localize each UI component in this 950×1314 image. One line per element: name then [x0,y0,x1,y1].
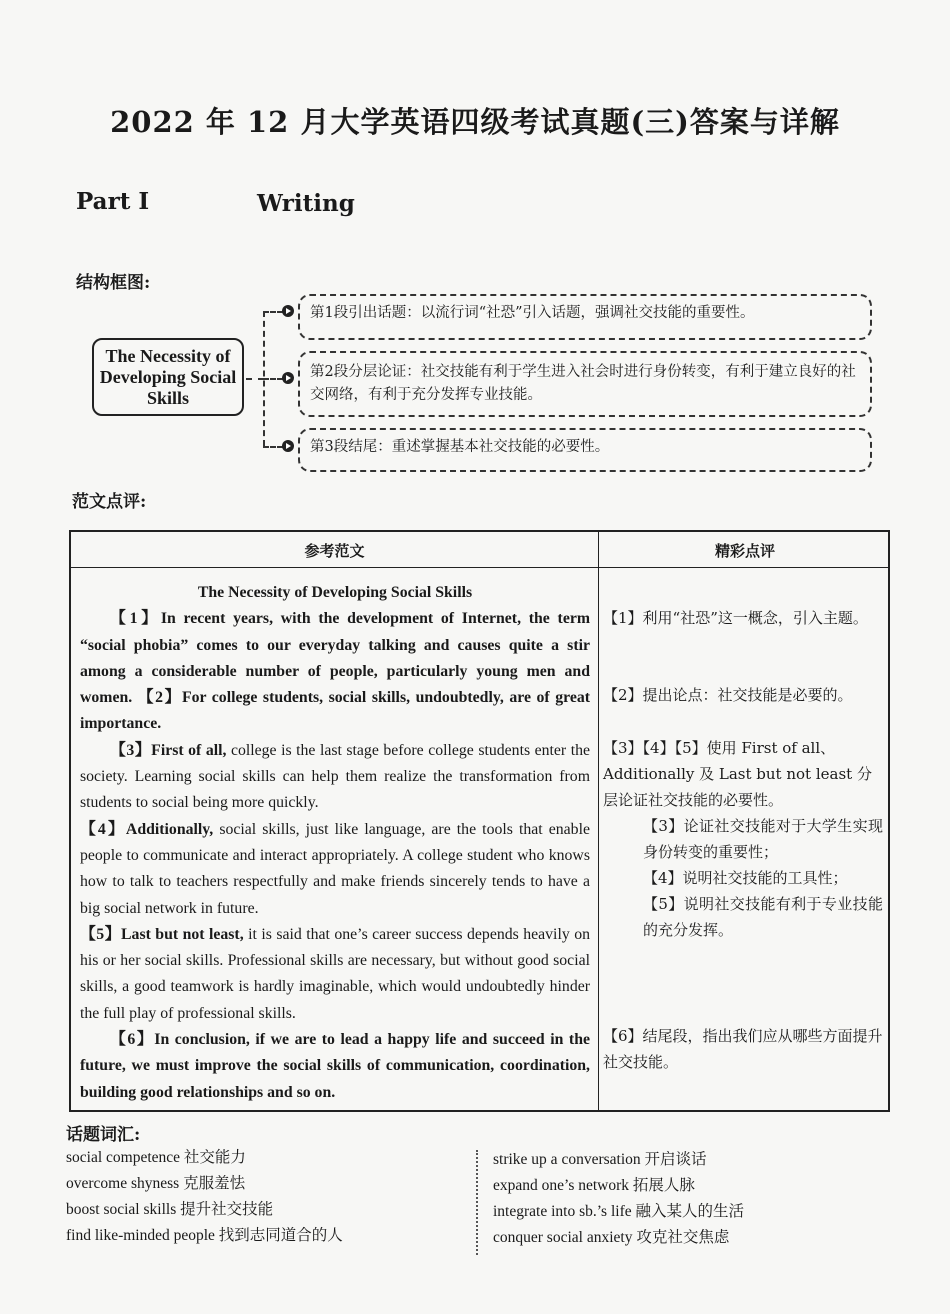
essay-paragraph-3: 【6】In conclusion, if we are to lead a happy life and succeed in the future, we must improve the social skills of communication, coordination, building good relationships and so on. [80,1031,590,1101]
essay-title: The Necessity of Developing Social Skills [197,584,473,601]
vocab-item: strike up a conversation 开启谈话 [493,1151,707,1168]
connector-line [263,378,283,380]
table-divider [598,532,599,1110]
vocab-item: find like-minded people 找到志同道合的人 [66,1227,343,1244]
essay-section-heading: 范文点评: [72,492,147,512]
vocab-item: expand one’s network 拓展人脉 [493,1177,695,1194]
essay-marker-3: 【3】First of all, [110,741,227,759]
vocab-item: social competence 社交能力 [66,1149,246,1166]
column-header-essay: 参考范文 [304,542,365,560]
essay-sentence-4: social skills, just like language, are the tools that enable people to communicate and interact appropriately. A college student who knows how to talk to teachers respectfully and make friends sincerely tends to have a big social network in future. [80,820,590,917]
arrow-icon [282,372,294,384]
vocab-list-left [66,1145,343,1249]
vocab-item: boost social skills 提升社交技能 [66,1201,274,1218]
essay-sentence-5: it is said that one’s career success depends heavily on his or her social skills. Professional skills are necessary, but without good social skills, a good teamwork is hardly imaginable, which would undoubtedly hinder the full play of professional skills. [80,925,590,1022]
essay-sentence-2: 【2】For college students, social skills, undoubtedly, are of great importance. [80,689,590,733]
branch-paragraph-2: 第2段分层论证：社交技能有利于学生进入社会时进行身份转变，有利于建立良好的社交网络，有利于充分发挥专业技能。 [298,351,872,417]
arrow-icon [282,305,294,317]
connector-line [246,378,264,380]
essay-marker-4: 【4】Additionally, [80,820,214,838]
comment-3c: 【5】说明社交技能有利于专业技能的充分发挥。 [643,895,883,939]
essay-sentence-3: college is the last stage before college students enter the society. Learning social skills can help them realize the transformation from students to social being more quickly. [80,741,590,812]
vocab-list-right [493,1147,744,1251]
branch-paragraph-3: 第3段结尾：重述掌握基本社交技能的必要性。 [298,428,872,472]
comment-2: 【2】提出论点：社交技能是必要的。 [603,686,853,704]
topic-box [92,338,244,416]
vocab-item: integrate into sb.’s life 融入某人的生活 [493,1203,744,1220]
topic-label: The Necessity of Developing Social Skills [99,345,237,408]
vocab-item: overcome shyness 克服羞怯 [66,1175,246,1192]
arrow-icon [282,440,294,452]
page-title: 2022 年 12 月大学英语四级考试真题(三)答案与详解 [110,105,840,139]
sample-essay [80,580,590,1106]
connector-line [263,446,283,448]
essay-marker-5: 【5】Last but not least, [80,925,244,943]
comment-3-main: 【3】【4】【5】使用 First of all、Additionally 及 Last but not least 分层论证社交技能的必要性。 [603,739,872,809]
essay-sentence-1: 【1】In recent years, with the development of Internet, the term “social phobia” comes to our everyday talking and causes quite a stir among a considerable number of people, particularly young men and women. [80,610,590,707]
structure-heading: 结构框图: [76,273,151,293]
essay-paragraph-2 [80,738,590,1027]
comment-3a: 【3】论证社交技能对于大学生实现身份转变的重要性； [643,817,883,861]
branch-paragraph-1: 第1段引出话题：以流行词“社恐”引入话题，强调社交技能的重要性。 [298,294,872,340]
connector-line [263,311,283,313]
part-number: Part Ⅰ [76,188,150,215]
comment-3b: 【4】说明社交技能的工具性； [643,869,848,887]
comment-6: 【6】结尾段，指出我们应从哪些方面提升社交技能。 [603,1027,883,1071]
table-divider [71,567,888,568]
comment-1: 【1】利用“社恐”这一概念，引入主题。 [603,609,868,627]
part-name: Writing [257,190,355,217]
essay-paragraph-1 [80,606,590,737]
column-header-comments: 精彩点评 [714,542,775,560]
vocab-divider [476,1150,478,1255]
vocab-heading: 话题词汇: [66,1125,141,1145]
comment-3 [603,735,883,943]
vocab-item: conquer social anxiety 攻克社交焦虑 [493,1229,730,1246]
